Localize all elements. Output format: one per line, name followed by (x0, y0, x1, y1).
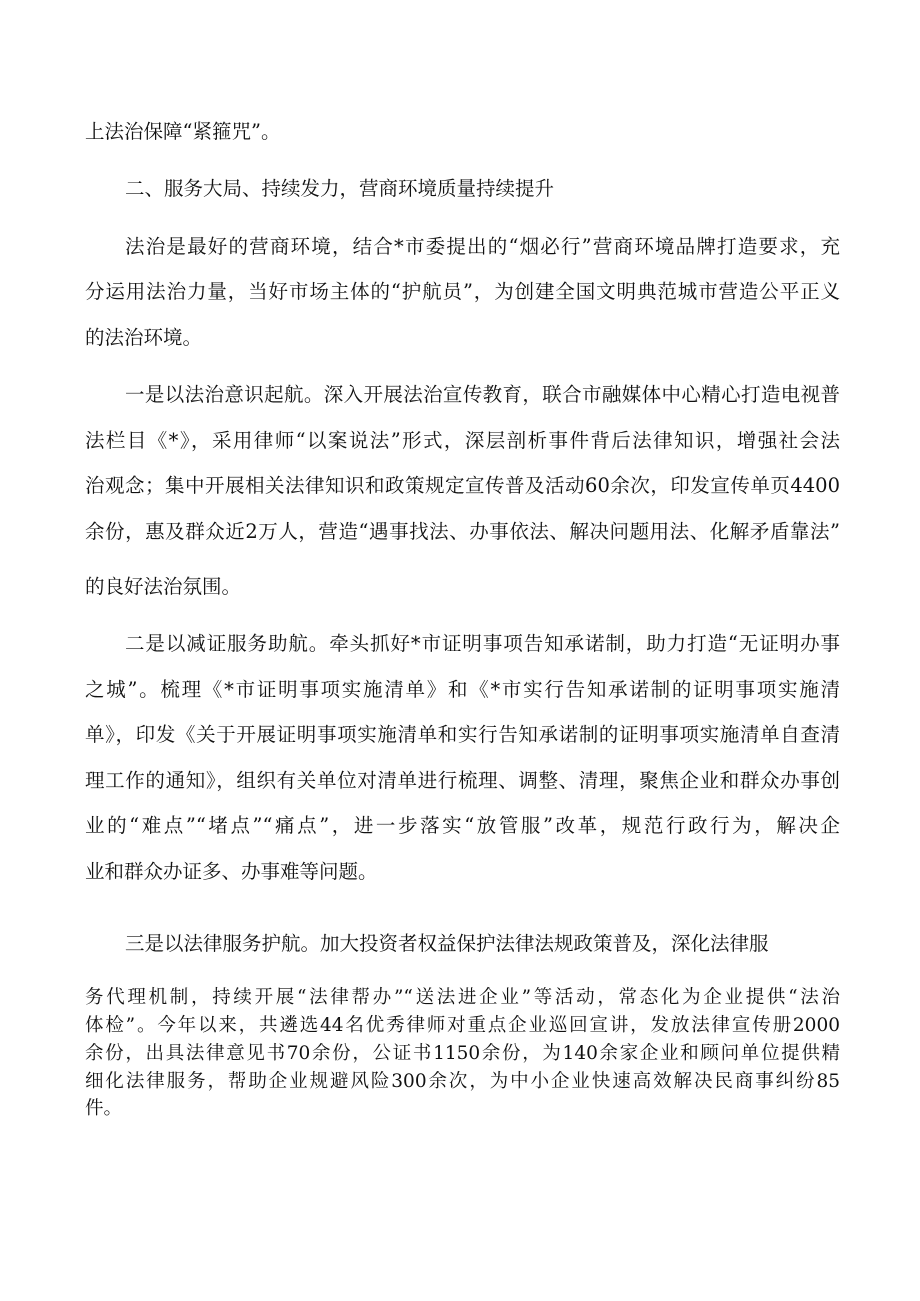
item1-paragraph-line-4: 余份，惠及群众近2万人，营造“遇事找法、办事依法、解决问题用法、化解矛盾靠法” (85, 520, 840, 543)
item3-paragraph-line-1: 三是以法律服务护航。加大投资者权益保护法律法规政策普及，深化法律服 (125, 932, 769, 955)
item3-paragraph-line-6: 件。 (85, 1098, 123, 1119)
item2-paragraph-line-4: 理工作的通知》，组织有关单位对清单进行梳理、调整、清理，聚焦企业和群众办事创 (85, 769, 840, 792)
item3-paragraph-line-4: 余份，出具法律意见书70余份，公证书1150余份，为140余家企业和顾问单位提供精 (85, 1043, 840, 1064)
item3-paragraph-line-5: 细化法律服务，帮助企业规避风险300余次，为中小企业快速高效解决民商事纠纷85 (85, 1071, 840, 1092)
item3-paragraph-line-2: 务代理机制，持续开展“法律帮办”“送法进企业”等活动，常态化为企业提供“法治 (85, 987, 840, 1008)
item2-paragraph-line-5: 业的“难点”“堵点”“痛点”，进一步落实“放管服”改革，规范行政行为，解决企 (85, 814, 840, 837)
item2-paragraph-line-6: 业和群众办证多、办事难等问题。 (85, 860, 378, 883)
intro-paragraph-line-3: 的法治环境。 (85, 326, 203, 349)
item3-paragraph-line-3: 体检”。今年以来，共遴选44名优秀律师对重点企业巡回宣讲，发放法律宣传册2000 (85, 1015, 840, 1036)
intro-paragraph-line-2: 分运用法治力量，当好市场主体的“护航员”，为创建全国文明典范城市营造公平正义 (85, 280, 840, 303)
intro-paragraph-line-1: 法治是最好的营商环境，结合*市委提出的“烟必行”营商环境品牌打造要求，充 (125, 235, 840, 258)
item1-paragraph-line-3: 治观念；集中开展相关法律知识和政策规定宣传普及活动60余次，印发宣传单页4400 (85, 474, 840, 497)
item1-paragraph-line-2: 法栏目《*》，采用律师“以案说法”形式，深层剖析事件背后法律知识，增强社会法 (85, 429, 840, 452)
item2-paragraph-line-2: 之城”。梳理《*市证明事项实施清单》和《*市实行告知承诺制的证明事项实施清 (85, 678, 840, 701)
paragraph-continuation-line: 上法治保障“紧箍咒”。 (85, 120, 281, 143)
item1-paragraph-line-1: 一是以法治意识起航。深入开展法治宣传教育，联合市融媒体中心精心打造电视普 (125, 383, 840, 406)
item1-paragraph-line-5: 的良好法治氛围。 (85, 575, 242, 598)
item2-paragraph-line-3: 单》，印发《关于开展证明事项实施清单和实行告知承诺制的证明事项实施清单自查清 (85, 723, 840, 746)
section-heading: 二、服务大局、持续发力，营商环境质量持续提升 (125, 177, 555, 200)
item2-paragraph-line-1: 二是以减证服务助航。牵头抓好*市证明事项告知承诺制，助力打造“无证明办事 (125, 632, 840, 655)
